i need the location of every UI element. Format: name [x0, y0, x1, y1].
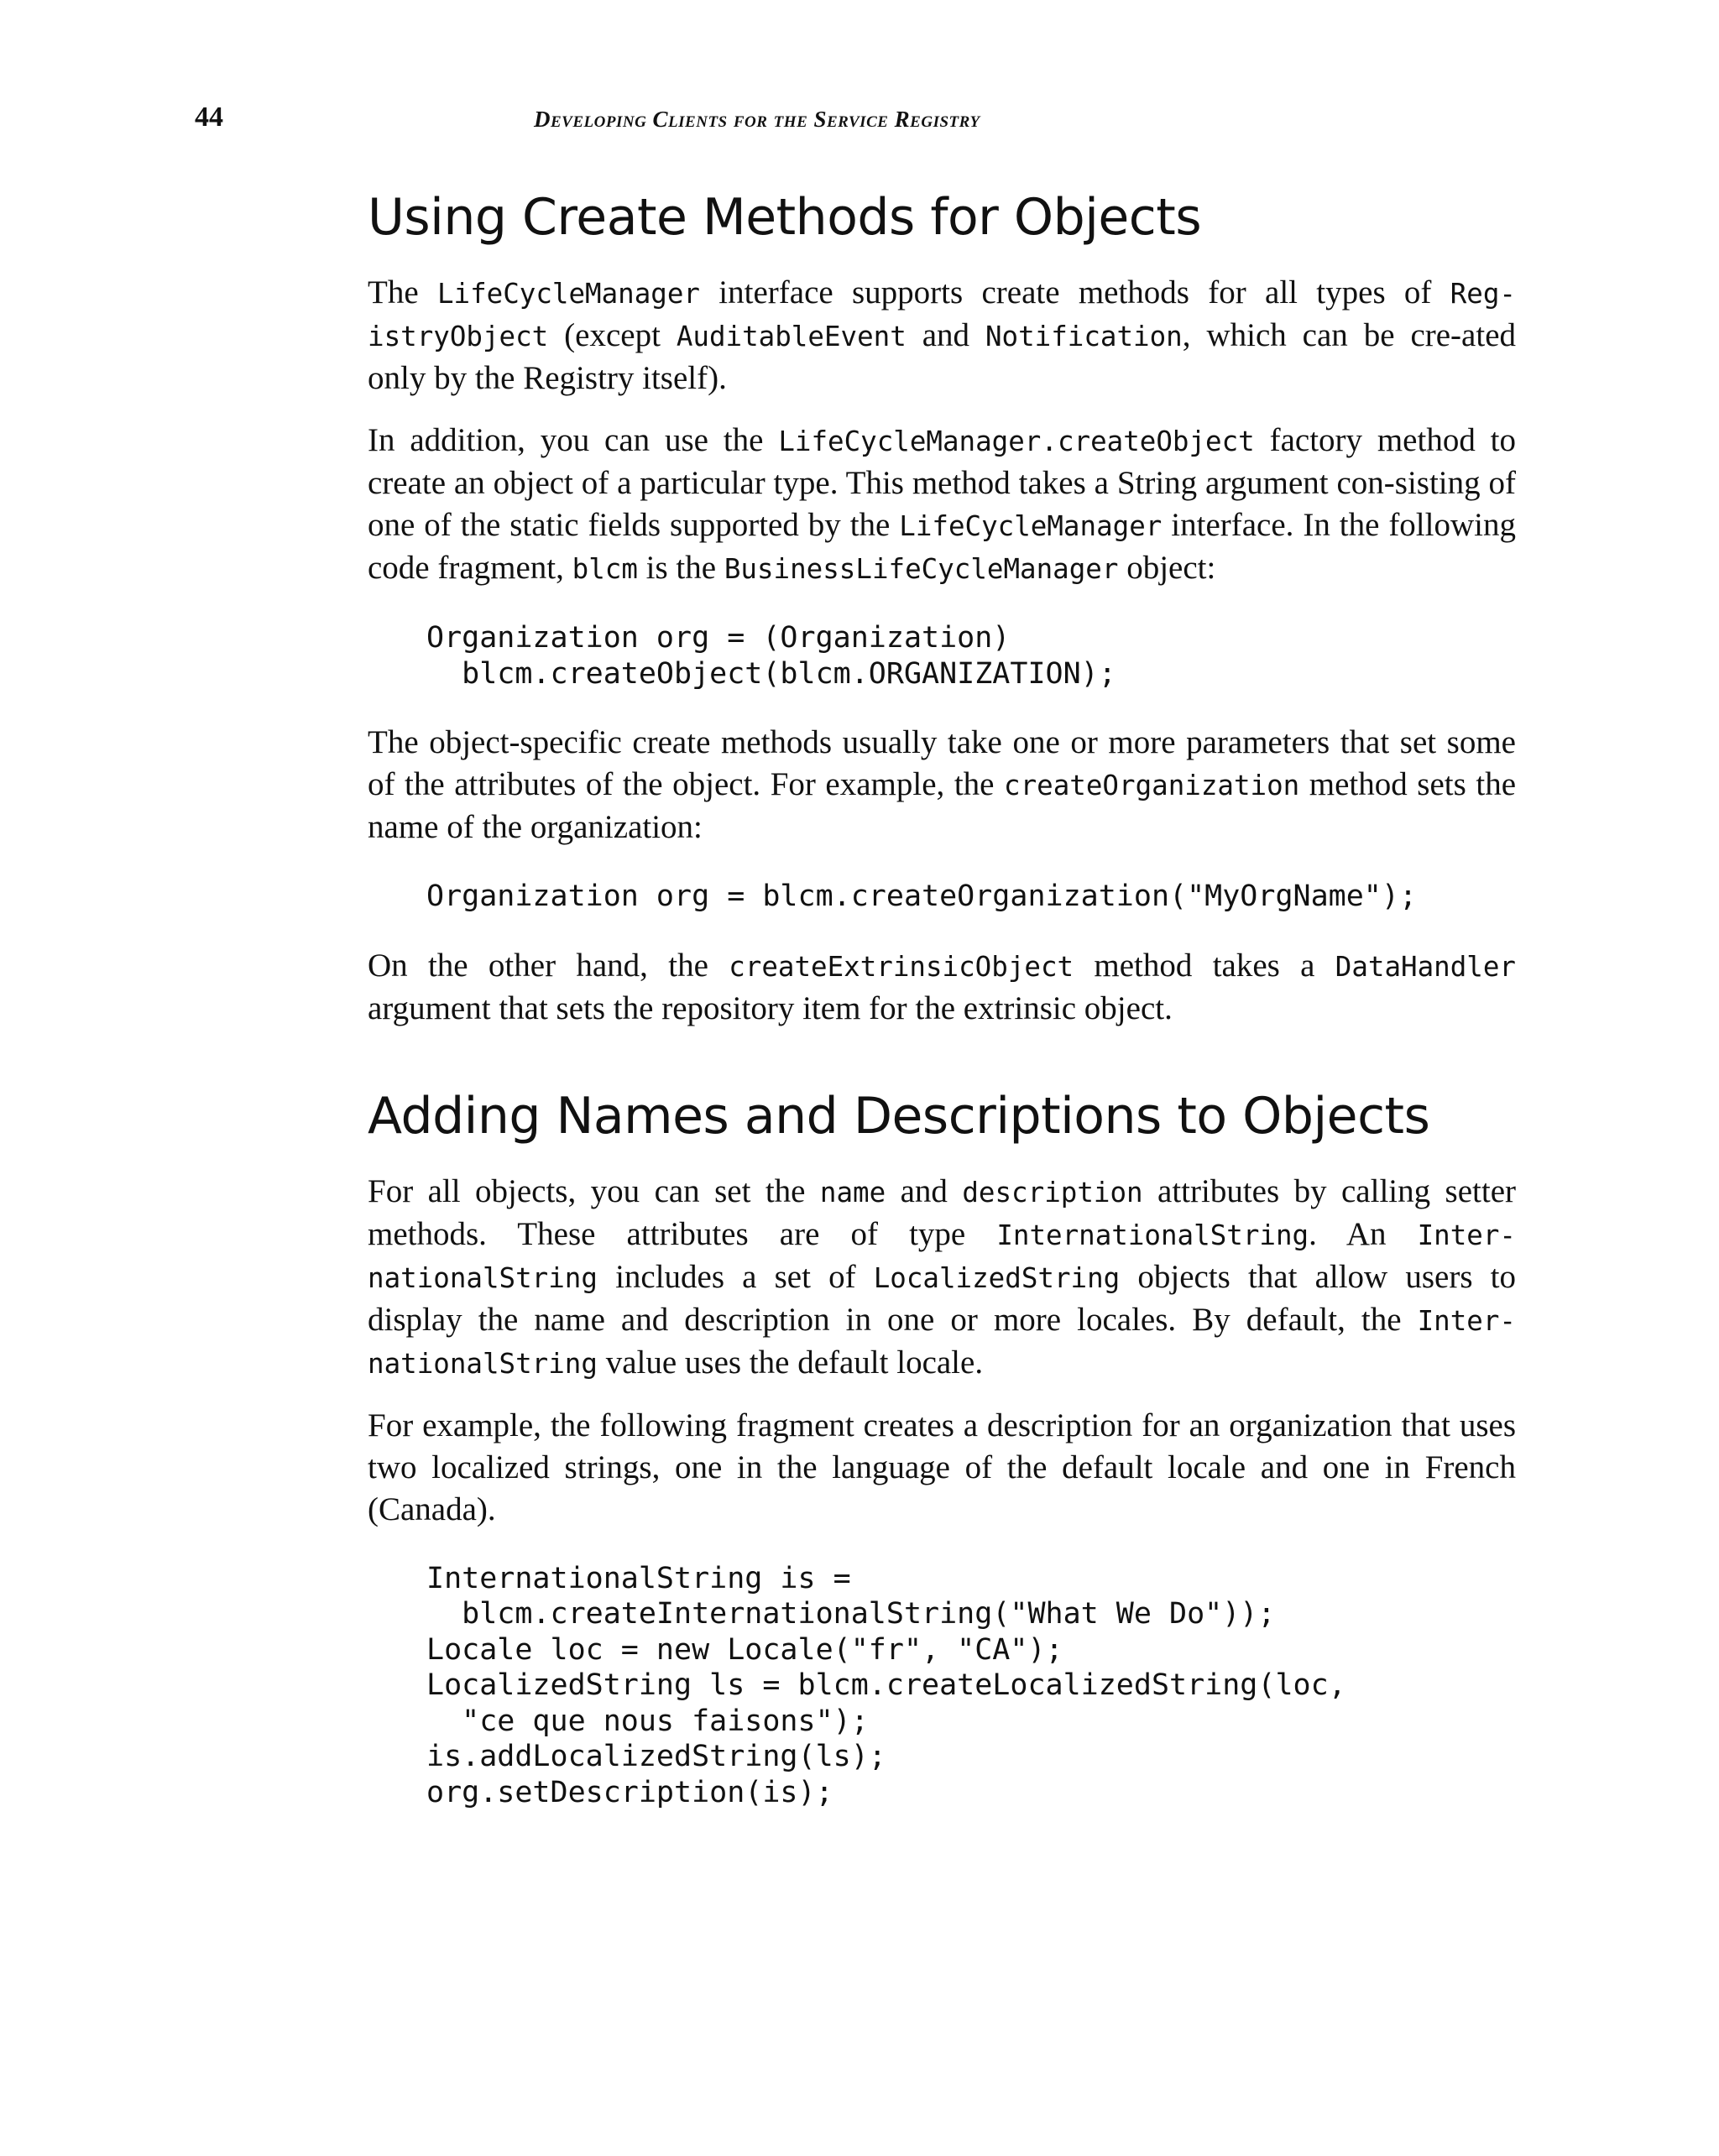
- inline-code: DataHandler: [1335, 950, 1516, 983]
- paragraph-create-object-factory: [368, 420, 1516, 590]
- inline-code: description: [962, 1176, 1143, 1209]
- running-title: Developing Clients for the Service Registry: [534, 107, 980, 132]
- section-heading-create-methods: Using Create Methods for Objects: [368, 188, 1202, 247]
- inline-code: name: [819, 1176, 886, 1209]
- text-run: and: [886, 1172, 963, 1209]
- paragraph-object-specific-create: [368, 722, 1516, 848]
- inline-code: BusinessLifeCycleManager: [724, 553, 1119, 585]
- section-heading-names-descriptions: Adding Names and Descriptions to Objects: [368, 1086, 1430, 1146]
- text-run: factory method to create an object of a particular type. This method takes a String argument con-sisting of one of the static fields supported by the: [368, 422, 1516, 543]
- text-run: interface supports create methods for all types of: [700, 274, 1450, 311]
- text-run: For all objects, you can set the: [368, 1172, 820, 1209]
- text-run: value uses the default locale.: [597, 1344, 984, 1381]
- code-block-create-object: Organization org = (Organization) blcm.createObject(blcm.ORGANIZATION);: [426, 621, 1116, 691]
- text-run: (except: [548, 317, 677, 353]
- text-run: In addition, you can use the: [368, 422, 779, 458]
- text-run: and: [906, 317, 985, 353]
- inline-code: LifeCycleManager: [899, 510, 1163, 542]
- code-block-create-organization: Organization org = blcm.createOrganization("MyOrgName");: [426, 880, 1418, 913]
- text-run: The: [368, 274, 437, 311]
- text-run: includes a set of: [597, 1258, 874, 1295]
- text-run: interface. In the following code fragment,: [368, 507, 1516, 586]
- inline-code: createOrganization: [1004, 770, 1300, 801]
- paragraph-names-descriptions-intro: [368, 1171, 1516, 1385]
- inline-code: LocalizedString: [873, 1261, 1121, 1294]
- inline-code: AuditableEvent: [676, 321, 907, 352]
- inline-code: InternationalString: [996, 1219, 1309, 1251]
- text-run: . An: [1309, 1215, 1418, 1252]
- paragraph-extrinsic-object: [368, 945, 1516, 1030]
- paragraph-create-methods-intro: [368, 272, 1516, 399]
- inline-code: blcm: [572, 553, 638, 585]
- inline-code: createExtrinsicObject: [729, 950, 1074, 983]
- inline-code: Notification: [985, 321, 1183, 352]
- text-run: object:: [1118, 550, 1216, 586]
- inline-code: LifeCycleManager.createObject: [778, 425, 1255, 457]
- inline-code: Reg-istryObject: [368, 278, 1516, 352]
- text-run: attributes by calling setter methods. These attributes are of type: [368, 1172, 1516, 1252]
- inline-code: Inter-nationalString: [368, 1304, 1516, 1380]
- text-run: On the other hand, the: [368, 947, 729, 984]
- inline-code: LifeCycleManager: [436, 278, 701, 310]
- paragraph-localized-example: For example, the following fragment creates a description for an organization that uses two localized strings, one in the language of the default locale and one in French (Canada).: [368, 1407, 1516, 1527]
- text-run: The object-specific create methods usually take one or more parameters that set some of the attributes of the object. For example, the: [368, 724, 1516, 802]
- text-run: method sets the name of the organization:: [368, 766, 1516, 845]
- code-block-localized-strings: InternationalString is = blcm.createInternationalString("What We Do")); Locale loc = new Locale("fr", "CA"); LocalizedString ls = blcm.createLocalizedString(loc, "ce que nous faisons"); is.addLocalizedString(ls); org.setDescription(is);: [426, 1561, 1346, 1809]
- text-run: , which can be cre-ated only by the Registry itself).: [368, 317, 1517, 396]
- text-run: method takes a: [1074, 947, 1335, 984]
- running-header: [195, 101, 1521, 151]
- page-content: [368, 186, 1516, 1840]
- text-run: argument that sets the repository item for the extrinsic object.: [368, 989, 1173, 1026]
- text-run: is the: [637, 550, 724, 586]
- text-run: objects that allow users to display the name and description in one or more locales. By default, the: [368, 1258, 1516, 1338]
- inline-code: Inter-nationalString: [368, 1219, 1516, 1294]
- page-number: 44: [195, 102, 223, 133]
